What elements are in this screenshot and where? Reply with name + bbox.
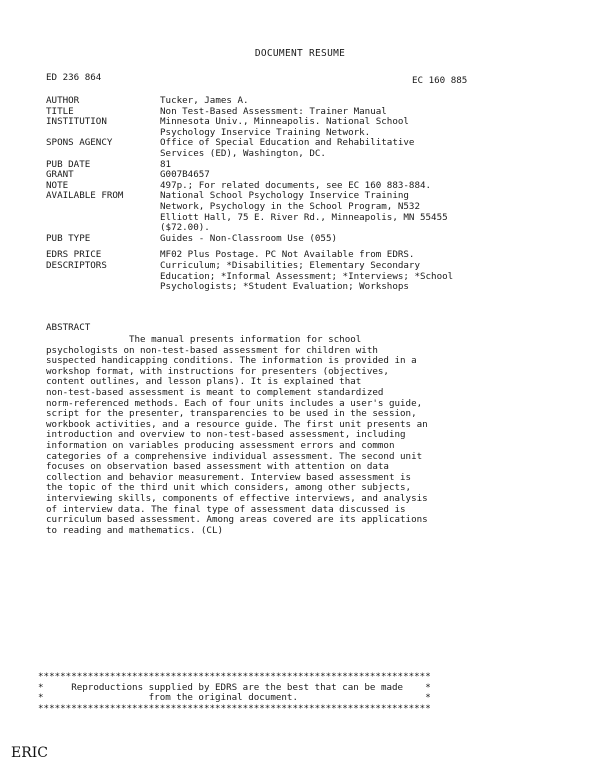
abstract-line: introduction and overview to non-test-based assessment, including [46,429,406,441]
notice-line: *********************************************************************** [38,702,431,714]
abstract-line: script for the presenter, transparencies to be used in the session, [46,408,417,420]
field-label: EDRS PRICE [46,249,102,261]
notice-line: * Reproductions supplied by EDRS are the best that can be made * [38,681,431,693]
abstract-line: norm-referenced methods. Each of four units includes a user's guide, [46,397,423,409]
field-value: Services (ED), Washington, DC. [160,147,326,159]
field-label: TITLE [46,105,74,117]
field-label: SPONS AGENCY [46,137,113,149]
field-value: National School Psychology Inservice Training [160,190,409,202]
field-value: Network, Psychology in the School Program, N532 [160,200,420,212]
abstract-line: workshop format, with instructions for presenters (objectives, [46,365,389,377]
field-label: NOTE [46,179,69,191]
field-value: Psychologists; *Student Evaluation; Workshops [160,281,409,293]
field-row [46,96,453,107]
field-value: Elliott Hall, 75 E. River Rd., Minneapolis, MN 55455 [160,211,448,223]
field-row [46,160,453,171]
field-value: 81 [160,158,172,170]
field-label [46,213,160,224]
reproduction-notice [38,672,431,714]
field-value: Non Test-Based Assessment: Trainer Manual [160,105,387,117]
field-value: Education; *Informal Assessment; *Interviews; *School [160,270,454,282]
abstract-line: suspected handicapping conditions. The information is provided in a [46,355,417,367]
field-row [46,234,453,245]
abstract-line: collection and behavior measurement. Interview based assessment is [46,471,412,483]
abstract-line: the topic of the third unit which considers, among other subjects, [46,482,412,494]
notice-line: *********************************************************************** [38,671,431,682]
field-value: 497p.; For related documents, see EC 160 883-884. [160,179,432,191]
abstract-line: focuses on observation based assessment with attention on data [46,461,389,473]
field-row [46,282,453,293]
abstract-text [46,335,566,536]
field-row [46,202,453,213]
field-value: ($72.00). [160,222,210,234]
abstract-line: workbook activities, and a resource guide. The first unit presents an [46,418,428,430]
abstract-line: information on variables producing assessment errors and common [46,439,395,451]
field-value: Minnesota Univ., Minneapolis. National School [160,116,409,128]
abstract-line: interviewing skills, components of effective interviews, and analysis [46,492,428,504]
field-value: MF02 Plus Postage. PC Not Available from EDRS. [160,249,415,261]
field-label [46,282,160,293]
field-label: PUB TYPE [46,232,91,244]
abstract-line: categories of a comprehensive individual assessment. The second unit [46,450,423,462]
field-value: G007B4657 [160,169,210,181]
abstract-line: psychologists on non-test-based assessment for children with [46,344,378,356]
abstract-line: to reading and mathematics. (CL) [46,524,224,536]
field-value: Tucker, James A. [160,95,249,106]
metadata-fields [46,96,453,293]
abstract-line: curriculum based assessment. Among areas covered are its applications [46,514,428,526]
notice-line: * from the original document. * [38,692,431,704]
field-value: Office of Special Education and Rehabilitative [160,137,415,149]
field-value: Curriculum; *Disabilities; Elementary Secondary [160,259,420,271]
field-row [46,261,453,272]
document-title: DOCUMENT RESUME [254,48,346,59]
field-label: AUTHOR [46,95,80,106]
field-label: DESCRIPTORS [46,259,107,271]
abstract-line: The manual presents information for school [46,334,362,345]
field-label [46,202,160,213]
abstract-line: of interview data. The final type of assessment data discussed is [46,503,406,515]
field-label: AVAILABLE FROM [46,190,124,202]
field-value: Guides - Non-Classroom Use (055) [160,232,338,244]
field-row [46,149,453,160]
eric-logo-text: ERIC [11,745,49,761]
field-label: PUB DATE [46,158,91,170]
field-label [46,272,160,283]
field-row [46,213,453,224]
ed-number: ED 236 864 [46,72,102,83]
field-value: Psychology Inservice Training Network. [160,126,371,138]
abstract-line: non-test-based assessment is meant to complement standardized [46,386,384,398]
eric-logo [10,742,49,766]
ec-number: EC 160 885 [412,75,468,86]
field-label: INSTITUTION [46,116,107,128]
abstract-label: ABSTRACT [46,322,91,333]
abstract-line: content outlines, and lesson plans). It is explained that [46,376,362,388]
field-label: GRANT [46,169,74,181]
field-label [46,149,160,160]
